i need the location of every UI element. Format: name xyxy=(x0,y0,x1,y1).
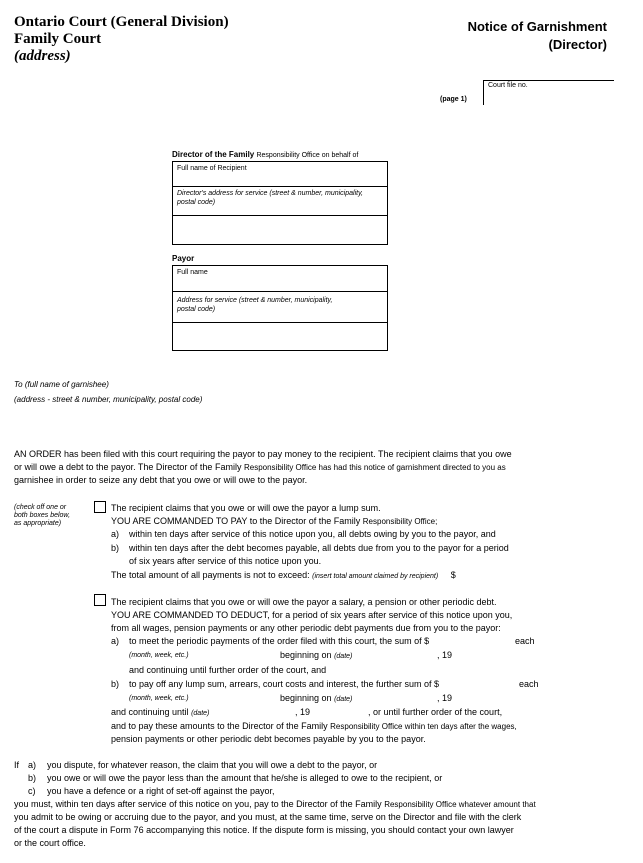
payor-address-label: Address for service (street & number, municipality, xyxy=(177,297,333,304)
dispute-b-text: you owe or will owe the payor less than the amount that he/she is alleged to owe to the recipient, or xyxy=(47,773,443,783)
option2-a-year: , 19 xyxy=(437,650,453,660)
payor-box xyxy=(172,265,388,351)
director-address-label: Director's address for service (street & number, municipality, xyxy=(177,190,363,197)
option2-commanded: YOU ARE COMMANDED TO DEDUCT, for a period of six years after service of this notice upon you, xyxy=(111,610,513,620)
dispute-c-text: you have a defence or a right of set-off against the payor, xyxy=(47,786,275,796)
dispute-a-text: you dispute, for whatever reason, the claim that you will owe a debt to the payor, or xyxy=(47,760,378,770)
dispute-must: you must, within ten days after service of this notice on you, pay to the Director of the Family Responsibility Office whatever amount that xyxy=(14,799,536,809)
form-title: Notice of Garnishment xyxy=(467,19,607,34)
director-heading: Director of the Family Responsibility Office on behalf of xyxy=(172,150,359,159)
director-address-label-2: postal code) xyxy=(177,199,216,206)
option2-continue-until: and continuing until (date) xyxy=(111,707,210,717)
dispute-c-label: c) xyxy=(28,786,36,796)
option1-commanded: YOU ARE COMMANDED TO PAY to the Director of the Family Responsibility Office; xyxy=(111,516,438,526)
court-file-label: Court file no. xyxy=(488,82,528,89)
periodic-checkbox[interactable] xyxy=(94,594,106,606)
check-note: (check off one or both boxes below, as appropriate) xyxy=(14,504,71,527)
dispute-if: If xyxy=(14,760,20,770)
dispute-line-4: or the court office. xyxy=(14,838,86,848)
option2-b-label: b) xyxy=(111,679,120,689)
form-subtitle: (Director) xyxy=(548,37,607,52)
option2-a-each: each xyxy=(515,636,535,646)
court-division: Family Court xyxy=(14,31,102,47)
court-address: (address) xyxy=(14,48,71,64)
option1-b-text: within ten days after the debt becomes payable, all debts due from you to the payor for a period xyxy=(129,543,509,553)
payor-address-label-2: postal code) xyxy=(177,306,216,313)
divider xyxy=(173,291,387,292)
option1-a-text: within ten days after service of this notice upon you, all debts owing by you to the payor, and xyxy=(129,529,496,539)
option2-a-text: to meet the periodic payments of the order filed with this court, the sum of $ xyxy=(129,636,430,646)
option1-a-label: a) xyxy=(111,529,120,539)
option2-b-beginning: beginning on (date) xyxy=(280,693,353,703)
dispute-line-3: of the court a dispute in Form 76 accompanying this notice. If the dispute form is missing, you should contact your own lawyer xyxy=(14,825,514,835)
court-file-box[interactable] xyxy=(483,80,614,105)
option2-pay-2: pension payments or other periodic debt becomes payable by you to the payor. xyxy=(111,734,426,744)
option2-continue-year: , 19 xyxy=(295,707,311,717)
option1-total: The total amount of all payments is not to exceed: (insert total amount claimed by recipient) $ xyxy=(111,570,456,580)
option2-a-label: a) xyxy=(111,636,120,646)
court-name: Ontario Court (General Division) xyxy=(14,14,229,30)
divider xyxy=(173,322,387,323)
option2-claim: The recipient claims that you owe or will owe the payor a salary, a pension or other periodic debt. xyxy=(111,597,497,607)
dispute-line-2: you admit to be owing or accruing due to the payor, and you must, at the same time, serve on the Director and file with the clerk xyxy=(14,812,522,822)
to-address-label: (address - street & number, municipality, postal code) xyxy=(14,395,203,404)
option2-a-beginning: beginning on (date) xyxy=(280,650,353,660)
option1-b-text-2: of six years after service of this notice upon you. xyxy=(129,556,322,566)
dispute-a-label: a) xyxy=(28,760,37,770)
option2-a-continue: and continuing until further order of the court, and xyxy=(129,665,327,675)
option2-b-year: , 19 xyxy=(437,693,453,703)
recipient-name-label: Full name of Recipient xyxy=(177,165,247,172)
divider xyxy=(173,186,387,187)
order-line-2: or will owe a debt to the payor. The Director of the Family Responsibility Office has had this notice of garnishment directed to you as xyxy=(14,462,506,472)
payor-name-label: Full name xyxy=(177,269,208,276)
option2-a-period: (month, week, etc.) xyxy=(129,652,189,659)
director-box xyxy=(172,161,388,245)
lump-sum-checkbox[interactable] xyxy=(94,501,106,513)
dispute-b-label: b) xyxy=(28,773,37,783)
option2-pay: and to pay these amounts to the Director of the Family Responsibility Office within ten days after the wages, xyxy=(111,721,517,731)
option2-b-text: to pay off any lump sum, arrears, court costs and interest, the further sum of $ xyxy=(129,679,439,689)
order-line-3: garnishee in order to seize any debt that you owe or will owe to the payor. xyxy=(14,475,308,485)
to-garnishee-label: To (full name of garnishee) xyxy=(14,380,109,389)
option1-claim: The recipient claims that you owe or will owe the payor a lump sum. xyxy=(111,503,381,513)
option2-continue-order: , or until further order of the court, xyxy=(368,707,503,717)
option2-b-period: (month, week, etc.) xyxy=(129,695,189,702)
divider xyxy=(173,215,387,216)
page-number: (page 1) xyxy=(440,96,467,103)
option2-from: from all wages, pension payments or any other periodic debt payments due from you to the payor: xyxy=(111,623,501,633)
payor-heading: Payor xyxy=(172,254,195,263)
option2-b-each: each xyxy=(519,679,539,689)
order-line-1: AN ORDER has been filed with this court requiring the payor to pay money to the recipient. The recipient claims that you owe xyxy=(14,449,512,459)
option1-b-label: b) xyxy=(111,543,120,553)
